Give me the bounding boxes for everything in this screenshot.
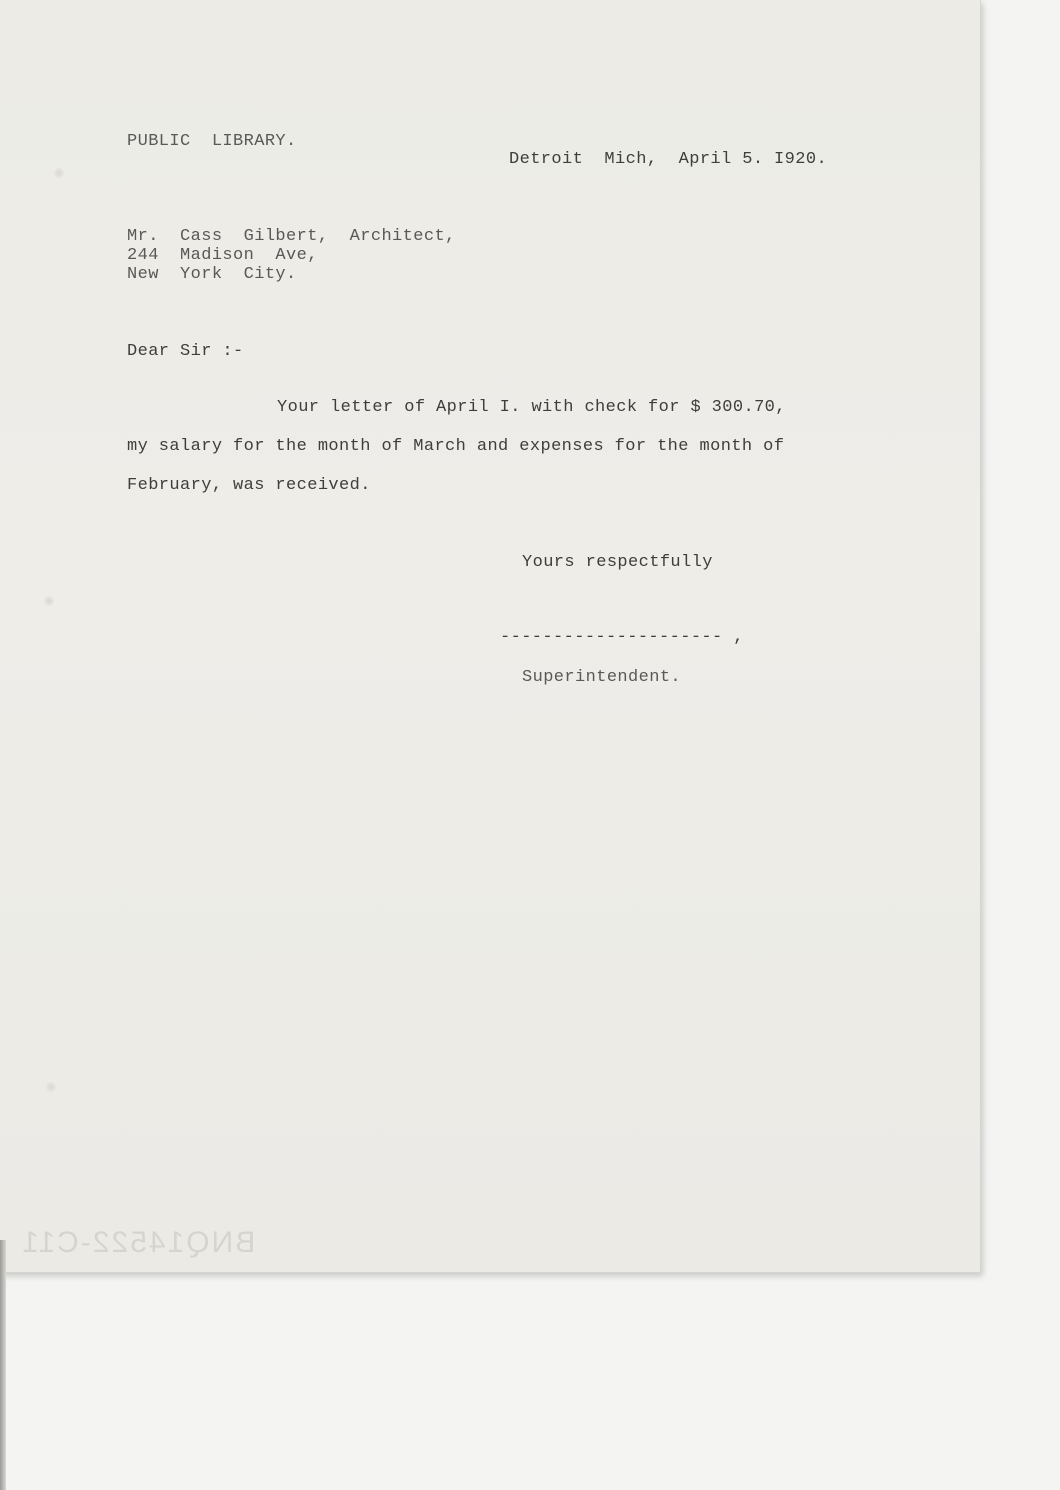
body-line: my salary for the month of March and expenses for the month of	[127, 437, 785, 456]
body-line: February, was received.	[127, 476, 371, 495]
reverse-stamp: BNQ14522-C11	[20, 1226, 256, 1259]
page-edge-shadow	[0, 1240, 6, 1490]
recipient-line: 244 Madison Ave,	[127, 246, 318, 265]
letterhead: PUBLIC LIBRARY.	[127, 132, 297, 151]
place-date: Detroit Mich, April 5. I920.	[509, 150, 828, 169]
punch-mark	[46, 1082, 56, 1092]
closing: Yours respectfully	[522, 553, 713, 572]
punch-mark	[54, 168, 64, 178]
punch-mark	[44, 596, 54, 606]
body-line: Your letter of April I. with check for $ 300.70,	[277, 398, 786, 417]
salutation: Dear Sir :-	[127, 342, 244, 361]
signer-title: Superintendent.	[522, 668, 682, 687]
recipient-line: Mr. Cass Gilbert, Architect,	[127, 227, 456, 246]
recipient-line: New York City.	[127, 265, 297, 284]
signature-line: --------------------- ,	[500, 628, 744, 647]
